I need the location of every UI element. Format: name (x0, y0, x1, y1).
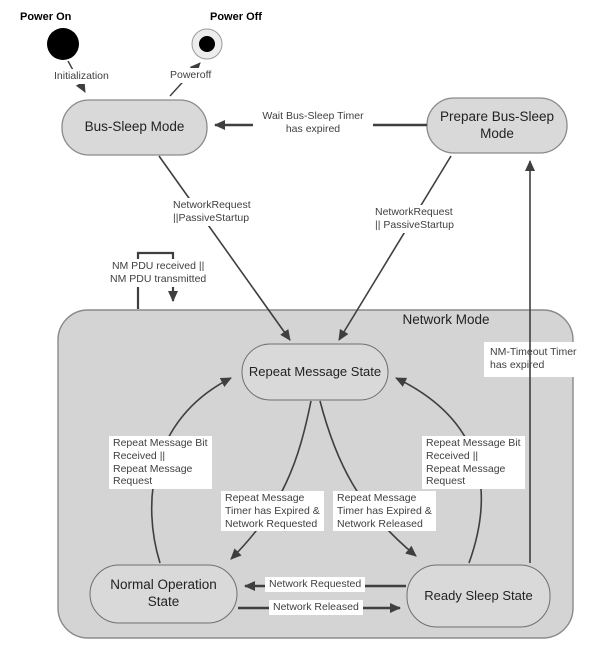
network-mode-title: Network Mode (402, 311, 490, 327)
poweroff-label: Poweroff (166, 68, 215, 83)
ready-sleep-state-shape (407, 565, 550, 627)
network-released-label: Network Released (269, 600, 363, 615)
nm-timeout-label: NM-Timeout Timer has expired (490, 346, 577, 371)
wait-bus-sleep-label: Wait Bus-Sleep Timer has expired (253, 109, 373, 137)
initial-state-node (47, 28, 79, 60)
repeat-bit-right-label: Repeat Message Bit Received || Repeat Message Request (422, 436, 525, 489)
nm-pdu-label: NM PDU received || NM PDU transmitted (106, 259, 210, 287)
initialization-label: Initialization (50, 69, 113, 84)
bus-sleep-state-shape (62, 100, 207, 155)
network-request-right-label: NetworkRequest || PassiveStartup (371, 205, 458, 233)
normal-operation-state-shape (90, 565, 237, 623)
prepare-bus-sleep-state-label: Prepare Bus-Sleep Mode (439, 108, 555, 141)
prepare-bus-sleep-state-shape (427, 98, 567, 153)
network-requested-label: Network Requested (265, 577, 365, 592)
network-request-left-label: NetworkRequest ||PassiveStartup (169, 198, 255, 226)
final-state-inner-dot (199, 36, 215, 52)
power-off-label: Power Off (210, 11, 262, 23)
repeat-bit-left-label: Repeat Message Bit Received || Repeat Message Request (109, 436, 212, 489)
ready-sleep-state-label: Ready Sleep State (424, 587, 533, 603)
repeat-message-state-label: Repeat Message State (248, 363, 382, 379)
bus-sleep-state-label: Bus-Sleep Mode (84, 119, 185, 135)
timer-network-requested-label: Repeat Message Timer has Expired & Network Requested (221, 491, 324, 531)
power-on-label: Power On (20, 11, 72, 23)
normal-operation-state-label: Normal Operation State (110, 577, 217, 609)
repeat-message-state-shape (242, 344, 388, 400)
timer-network-released-label: Repeat Message Timer has Expired & Network Released (333, 491, 436, 531)
